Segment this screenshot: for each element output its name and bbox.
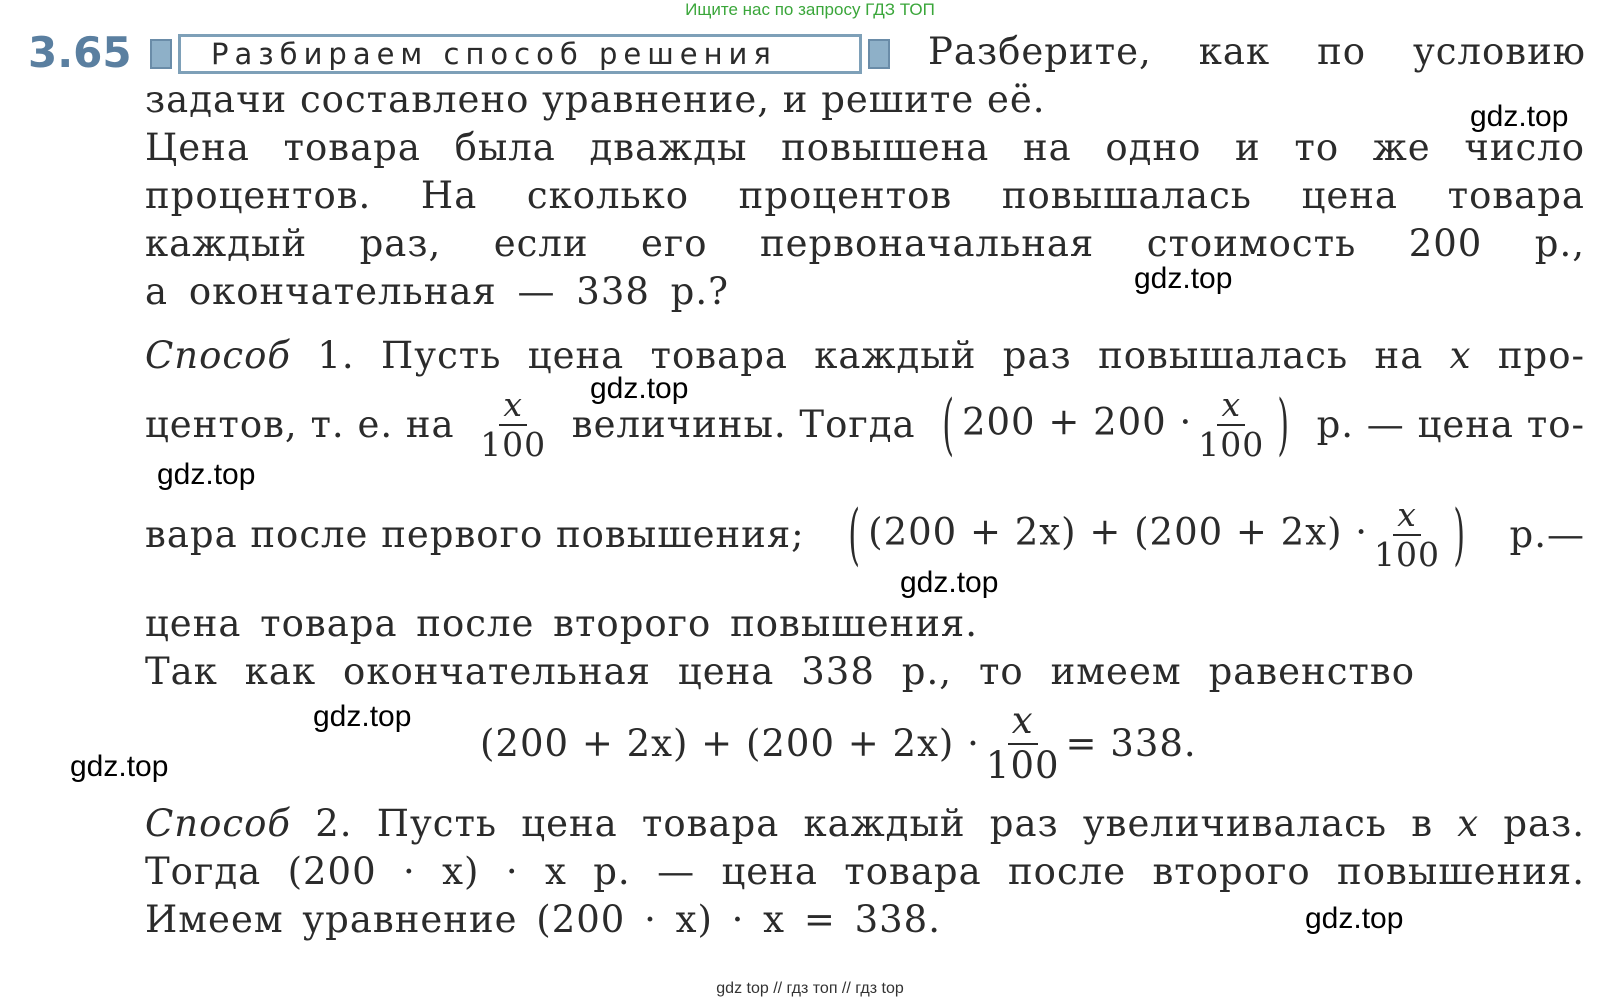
banner-title: Разбираем способ решения bbox=[178, 34, 862, 74]
method1-text: 1. Пусть цена товара каждый раз повышалась на bbox=[317, 334, 1424, 377]
watermark: gdz.top bbox=[1305, 902, 1404, 935]
watermark: gdz.top bbox=[313, 700, 412, 733]
method2-label: Способ bbox=[145, 802, 291, 845]
top-note: Ищите нас по запросу ГДЗ ТОП bbox=[685, 0, 935, 19]
method1-l2c: р. — цена то- bbox=[1316, 403, 1585, 447]
method1-text-end: про- bbox=[1497, 334, 1586, 377]
bottom-note: gdz top // гдз топ // гдз top bbox=[716, 980, 904, 997]
method1-line-4: цена товара после второго повышения. bbox=[145, 602, 979, 645]
method1-line-5: Так как окончательная цена 338 р., то имеем равенство bbox=[145, 650, 1415, 693]
task-line-6: а окончательная — 338 р.? bbox=[145, 270, 729, 313]
exercise-number: 3.65 bbox=[28, 28, 132, 77]
equation-left: (200 + 2x) + (200 + 2x) · bbox=[480, 722, 980, 766]
watermark: gdz.top bbox=[590, 372, 689, 405]
method1-var: x bbox=[1449, 334, 1472, 377]
method1-line-3 bbox=[145, 496, 1585, 574]
method2-text: 2. Пусть цена товара каждый раз увеличивалась в bbox=[315, 802, 1434, 845]
equation-fraction: $\frac{x}{100}$ bbox=[985, 699, 1060, 787]
banner-left-square bbox=[150, 39, 172, 69]
fraction-x-100: $\frac{x}{100}$ bbox=[480, 385, 547, 464]
method1-l2b: величины. Тогда bbox=[571, 403, 916, 447]
equation bbox=[480, 700, 1197, 787]
method2-text-end: раз. bbox=[1503, 802, 1585, 845]
method1-line-2 bbox=[145, 386, 1585, 464]
watermark: gdz.top bbox=[1134, 262, 1233, 295]
method1-line-1 bbox=[145, 334, 1585, 377]
method2-line-2: Тогда (200 · x) · x р. — цена товара после второго повышения. bbox=[145, 850, 1585, 893]
task-line-5: каждый раз, если его первоначальная стоимость 200 р., bbox=[145, 222, 1585, 265]
watermark: gdz.top bbox=[70, 750, 169, 783]
method1-l2a: центов, т. е. на bbox=[145, 403, 455, 447]
watermark: gdz.top bbox=[1470, 100, 1569, 133]
watermark: gdz.top bbox=[900, 566, 999, 599]
method2-line-1 bbox=[145, 802, 1585, 845]
method-banner bbox=[150, 32, 890, 76]
task-line-1: Разберите, как по условию bbox=[928, 30, 1586, 73]
method1-label: Способ bbox=[145, 334, 291, 377]
equation-right: = 338. bbox=[1065, 722, 1197, 766]
expression-1: ( 200 + 200 · $\frac{x}{100}$ ) bbox=[942, 385, 1290, 464]
task-line-2: задачи составлено уравнение, и решите её. bbox=[145, 78, 1046, 121]
method1-l3b: р.— bbox=[1509, 513, 1585, 557]
expression-2: ( (200 + 2x) + (200 + 2x) · $\frac{x}{100}$ ) bbox=[848, 495, 1466, 574]
method2-line-3: Имеем уравнение (200 · x) · x = 338. bbox=[145, 898, 941, 941]
banner-right-square bbox=[868, 39, 890, 69]
task-line-4: процентов. На сколько процентов повышалась цена товара bbox=[145, 174, 1585, 217]
method1-l3a: вара после первого повышения; bbox=[145, 513, 805, 557]
watermark: gdz.top bbox=[157, 458, 256, 491]
task-line-3: Цена товара была дважды повышена на одно и то же число bbox=[145, 126, 1585, 169]
method2-var: x bbox=[1457, 802, 1480, 845]
